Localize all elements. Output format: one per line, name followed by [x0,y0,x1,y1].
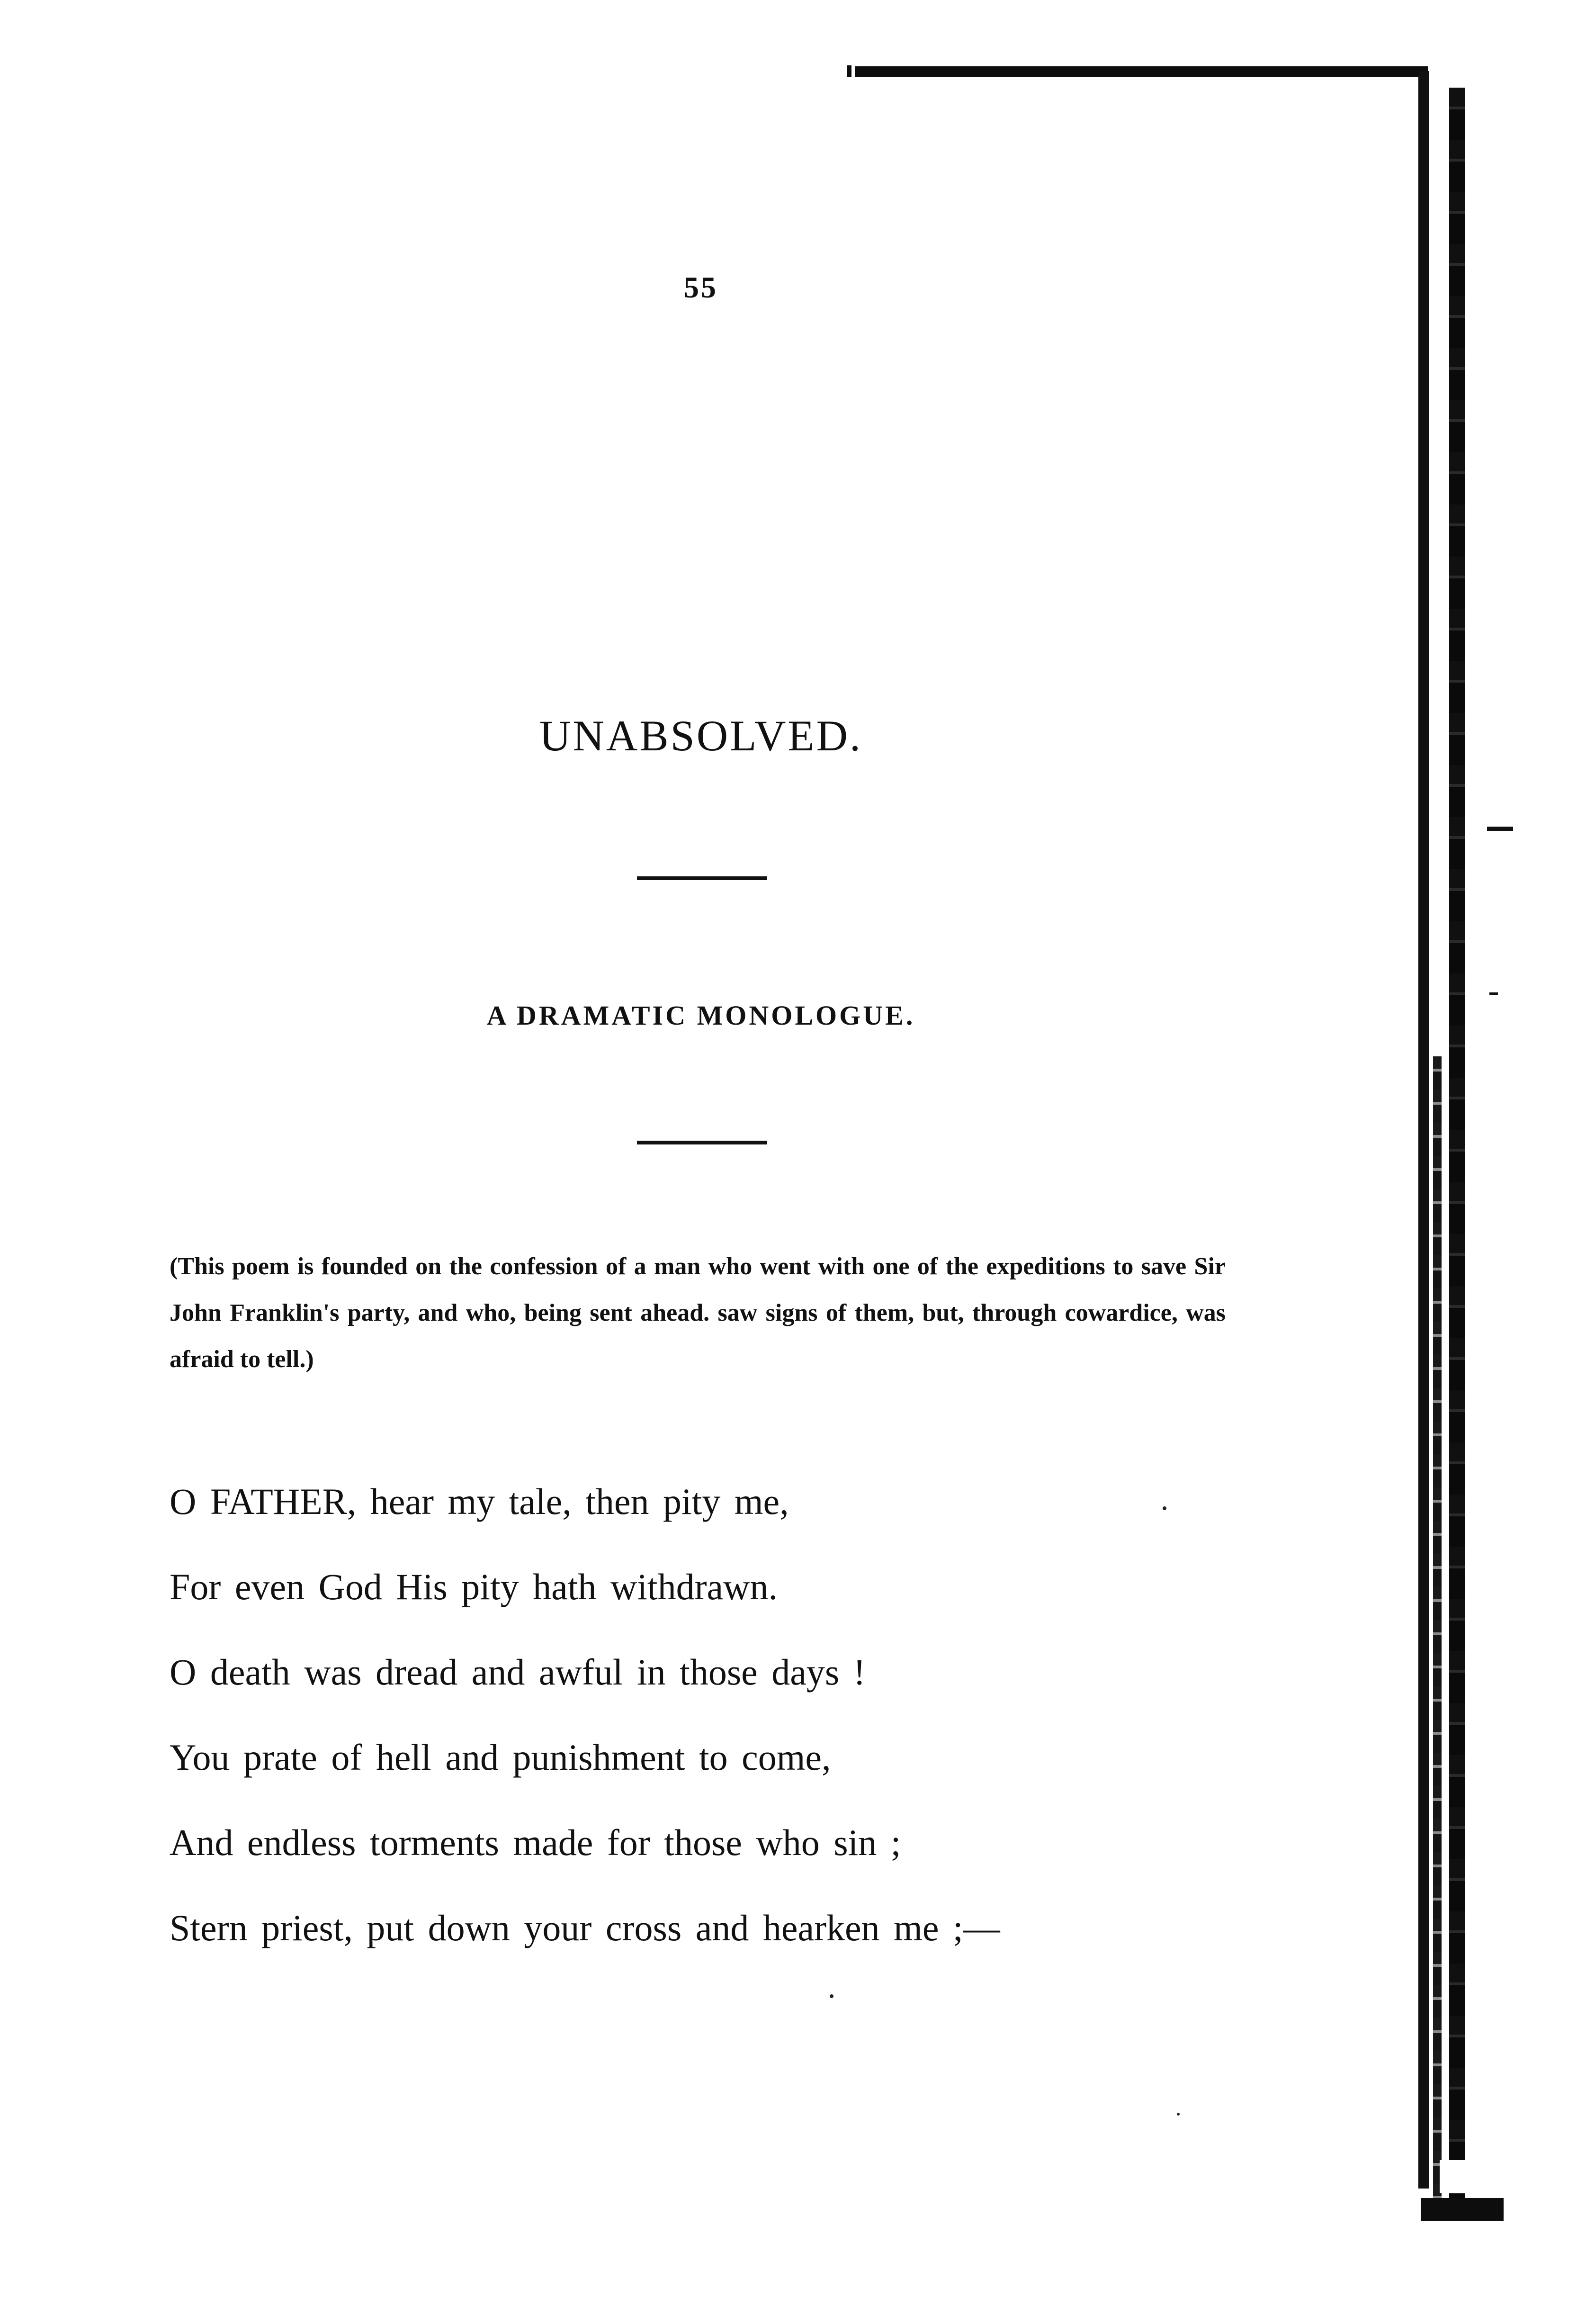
scan-frame-outer-edge [1449,88,1465,2219]
page-number: 55 [684,270,718,304]
poem-line: You prate of hell and punishment to come, [170,1737,831,1778]
ink-speck [1177,2113,1180,2116]
subtitle-rule [637,1141,767,1144]
title-rule [637,876,767,880]
scan-frame-nick [1487,827,1513,831]
ink-speck [830,1994,833,1998]
scan-frame-page-edges [1433,1056,1442,2207]
poem-stanza [170,1473,1306,1985]
poem-title: UNABSOLVED. [539,712,863,760]
poem-line: For even God His pity hath withdrawn. [170,1566,778,1607]
poem-line: And endless torments made for those who sin ; [170,1822,901,1863]
poem-line: Stern priest, put down your cross and hearken me ;— [170,1907,1000,1948]
scan-frame-gap [1440,2160,1492,2193]
scan-frame-top [855,66,1428,77]
ink-speck [1163,1506,1166,1510]
scan-frame-nick [1489,992,1498,995]
scan-frame-bottom [1421,2198,1504,2221]
scan-frame-tick [847,65,851,77]
poem-line: O death was dread and awful in those days ! [170,1651,866,1693]
poem-subtitle: A DRAMATIC MONOLOGUE. [486,1000,915,1031]
prefatory-note: (This poem is founded on the confession of a man who went with one of the expeditions to save Sir John Franklin's party, and who, being sent ahead. saw signs of them, but, through cowardice, was afraid to tell.) [170,1253,1226,1373]
poem-line: O FATHER, hear my tale, then pity me, [170,1481,789,1522]
scan-frame-right [1418,71,1429,2189]
